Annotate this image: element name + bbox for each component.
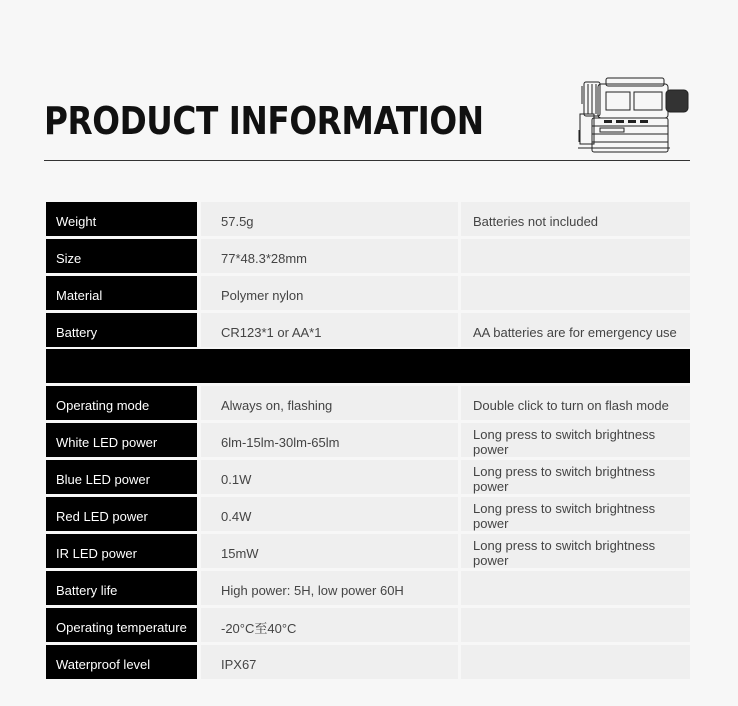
spec-note: Double click to turn on flash mode [461, 386, 690, 420]
spec-note [461, 276, 690, 310]
spec-value: 6lm-15lm-30lm-65lm [201, 423, 458, 457]
spec-value: 0.4W [201, 497, 458, 531]
spec-label: Battery [46, 313, 197, 347]
spec-label: Operating temperature [46, 608, 197, 642]
spec-value: IPX67 [201, 645, 458, 679]
spec-row-red-led [46, 497, 690, 531]
spec-value: Polymer nylon [201, 276, 458, 310]
spec-label: Operating mode [46, 386, 197, 420]
spec-value: 77*48.3*28mm [201, 239, 458, 273]
spec-note [461, 645, 690, 679]
title-divider [44, 160, 690, 161]
spec-row-battery [46, 313, 690, 347]
spec-note: Batteries not included [461, 202, 690, 236]
spec-row-blue-led [46, 460, 690, 494]
spec-value: 57.5g [201, 202, 458, 236]
spec-label: Material [46, 276, 197, 310]
spec-row-weight [46, 202, 690, 236]
page-title: PRODUCT INFORMATION [44, 99, 484, 143]
spec-label: Waterproof level [46, 645, 197, 679]
spec-row-operating-temperature [46, 608, 690, 642]
spec-value: 0.1W [201, 460, 458, 494]
spec-row-white-led [46, 423, 690, 457]
spec-label: White LED power [46, 423, 197, 457]
spec-note: AA batteries are for emergency use [461, 313, 690, 347]
spec-note [461, 239, 690, 273]
spec-note: Long press to switch brightness power [461, 534, 690, 568]
spec-label: Battery life [46, 571, 197, 605]
spec-row-ir-led [46, 534, 690, 568]
spec-value: High power: 5H, low power 60H [201, 571, 458, 605]
spec-value: CR123*1 or AA*1 [201, 313, 458, 347]
spec-note: Long press to switch brightness power [461, 460, 690, 494]
spec-note [461, 608, 690, 642]
spec-note: Long press to switch brightness power [461, 423, 690, 457]
spec-value: Always on, flashing [201, 386, 458, 420]
section-divider-bar [46, 349, 690, 383]
spec-row-material [46, 276, 690, 310]
spec-value: 15mW [201, 534, 458, 568]
spec-note [461, 571, 690, 605]
flashlight-device-image [576, 74, 694, 156]
spec-row-waterproof [46, 645, 690, 679]
spec-label: Blue LED power [46, 460, 197, 494]
spec-row-operating-mode [46, 386, 690, 420]
spec-label: IR LED power [46, 534, 197, 568]
spec-value: -20°C至40°C [201, 608, 458, 642]
spec-row-size [46, 239, 690, 273]
spec-label: Weight [46, 202, 197, 236]
spec-label: Size [46, 239, 197, 273]
spec-row-battery-life [46, 571, 690, 605]
spec-label: Red LED power [46, 497, 197, 531]
spec-note: Long press to switch brightness power [461, 497, 690, 531]
